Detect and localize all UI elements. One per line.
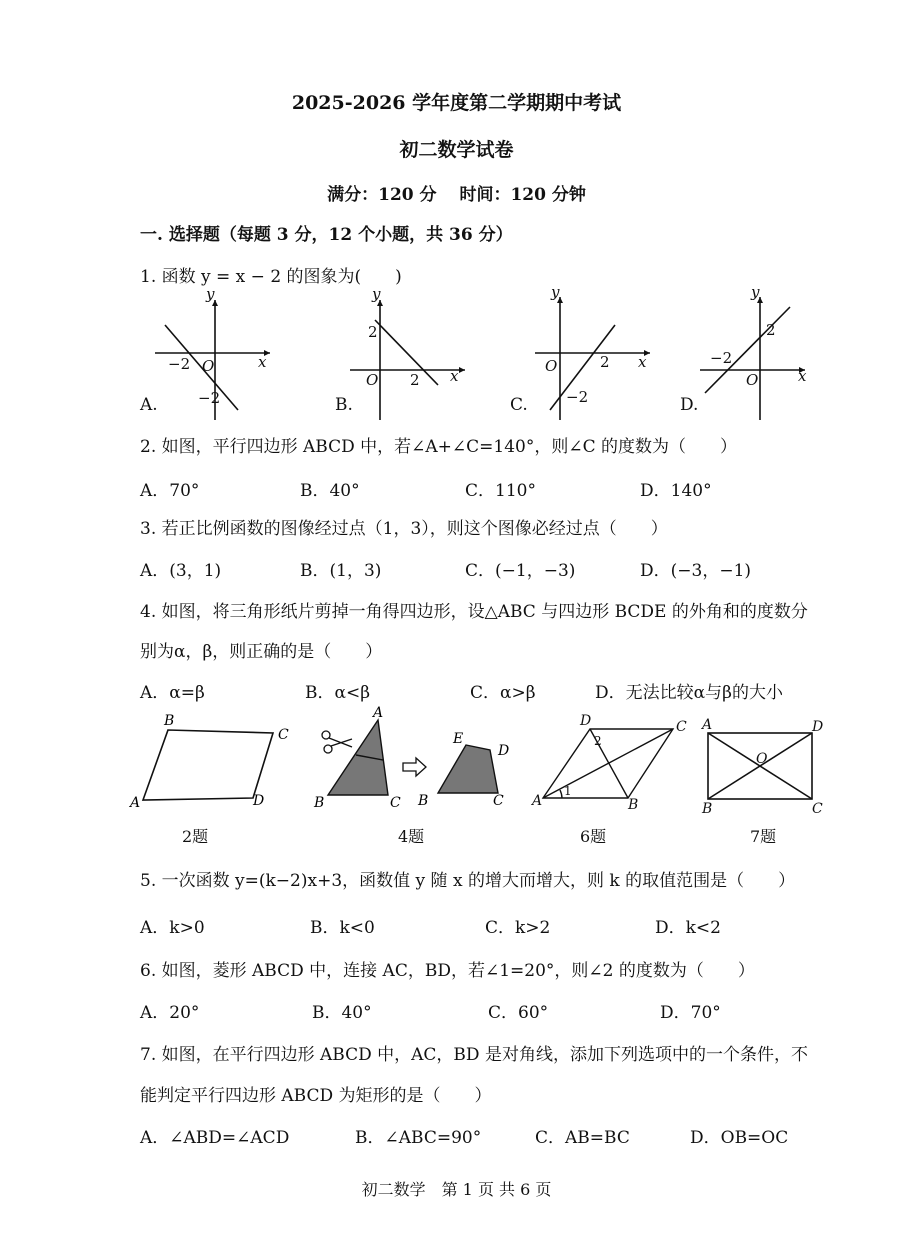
- figures-row: [128, 705, 828, 820]
- q4-option-d: D．无法比较α与β的大小: [595, 683, 783, 703]
- svg-text:2: 2: [766, 321, 776, 339]
- svg-text:O: O: [746, 371, 759, 389]
- q1-label-b: B.: [335, 395, 353, 415]
- q7-stem-line2: 能判定平行四边形 ABCD 为矩形的是（ ）: [140, 1086, 492, 1106]
- svg-text:2: 2: [410, 371, 420, 389]
- figure-q6-rhombus: [543, 729, 673, 798]
- figure-q2-parallelogram: [128, 713, 289, 811]
- svg-text:A: A: [702, 717, 713, 733]
- svg-text:D: D: [812, 719, 824, 735]
- svg-text:A: A: [532, 793, 543, 809]
- svg-text:B: B: [418, 793, 429, 809]
- q1-label-a: A.: [140, 395, 158, 415]
- caption-q7: 7题: [750, 827, 777, 846]
- svg-text:B: B: [164, 713, 175, 729]
- q2-option-b: B．40°: [300, 481, 360, 501]
- svg-text:B: B: [314, 795, 325, 811]
- q1-label-d: D.: [680, 395, 699, 415]
- q6-option-b: B．40°: [312, 1003, 372, 1023]
- svg-text:−2: −2: [566, 388, 589, 406]
- q7-stem-line1: 7. 如图，在平行四边形 ABCD 中，AC，BD 是对角线，添加下列选项中的一个条件，不: [140, 1045, 808, 1065]
- q3-option-b: B．(1，3): [300, 561, 382, 581]
- q5-option-c: C．k>2: [485, 918, 551, 938]
- svg-text:2: 2: [600, 353, 610, 371]
- svg-text:1: 1: [564, 784, 572, 798]
- svg-text:y: y: [551, 285, 560, 301]
- q6-option-d: D．70°: [660, 1003, 721, 1023]
- q2-option-a: A．70°: [140, 481, 200, 501]
- q2-option-c: C．110°: [465, 481, 536, 501]
- exam-meta: 满分：120 分 时间：120 分钟: [327, 185, 586, 205]
- q3-stem: 3. 若正比例函数的图像经过点（1，3），则这个图像必经过点（ ）: [140, 519, 668, 539]
- q4-stem-line2: 别为α，β，则正确的是（ ）: [140, 642, 383, 662]
- svg-text:−2: −2: [198, 389, 221, 407]
- caption-q6: 6题: [580, 827, 607, 846]
- q7-option-a: A．∠ABD=∠ACD: [140, 1128, 290, 1148]
- svg-text:A: A: [130, 795, 141, 811]
- q1-stem: 1. 函数 y = x − 2 的图象为( ): [140, 267, 402, 287]
- svg-text:C: C: [812, 801, 823, 817]
- svg-text:x: x: [638, 353, 647, 371]
- page-footer: 初二数学 第 1 页 共 6 页: [361, 1180, 552, 1199]
- q4-option-c: C．α>β: [470, 683, 536, 703]
- q7-option-c: C．AB=BC: [535, 1128, 630, 1148]
- svg-text:D: D: [498, 743, 510, 759]
- section-heading: 一. 选择题（每题 3 分，12 个小题，共 36 分）: [140, 225, 513, 245]
- svg-text:O: O: [756, 751, 768, 767]
- svg-text:O: O: [202, 357, 215, 375]
- q6-option-c: C．60°: [488, 1003, 549, 1023]
- q5-stem: 5. 一次函数 y=(k−2)x+3，函数值 y 随 x 的增大而增大，则 k 的取值范围是（ ）: [140, 871, 796, 891]
- q6-stem: 6. 如图，菱形 ABCD 中，连接 AC，BD，若∠1=20°，则∠2 的度数为（ ）: [140, 961, 755, 981]
- svg-text:O: O: [545, 357, 558, 375]
- q4-option-b: B．α<β: [305, 683, 371, 703]
- q7-option-b: B．∠ABC=90°: [355, 1128, 482, 1148]
- svg-text:x: x: [450, 367, 459, 385]
- svg-text:A: A: [373, 705, 384, 721]
- exam-title: 2025-2026 学年度第二学期期中考试: [291, 92, 622, 114]
- q5-option-d: D．k<2: [655, 918, 721, 938]
- svg-text:O: O: [366, 371, 379, 389]
- svg-text:x: x: [258, 353, 267, 371]
- svg-text:y: y: [372, 285, 381, 303]
- q4-stem-line1: 4. 如图，将三角形纸片剪掉一角得四边形，设△ABC 与四边形 BCDE 的外角和的度数分: [140, 602, 808, 622]
- svg-text:D: D: [580, 713, 592, 729]
- q2-option-d: D．140°: [640, 481, 712, 501]
- q4-option-a: A．α=β: [140, 683, 205, 703]
- q1-label-c: C.: [510, 395, 528, 415]
- svg-text:C: C: [278, 727, 289, 743]
- q2-stem: 2. 如图，平行四边形 ABCD 中，若∠A+∠C=140°，则∠C 的度数为（ ）: [140, 437, 738, 457]
- q3-option-a: A．(3，1): [140, 561, 222, 581]
- q5-option-a: A．k>0: [140, 918, 205, 938]
- q7-option-d: D．OB=OC: [690, 1128, 789, 1148]
- exam-subtitle: 初二数学试卷: [399, 139, 514, 161]
- svg-text:C: C: [493, 793, 504, 809]
- q5-option-b: B．k<0: [310, 918, 375, 938]
- svg-text:2: 2: [368, 323, 378, 341]
- svg-text:B: B: [702, 801, 713, 817]
- svg-text:−2: −2: [710, 349, 733, 367]
- svg-text:B: B: [628, 797, 639, 813]
- svg-text:x: x: [798, 367, 807, 385]
- q1-graphs: [130, 285, 830, 425]
- q3-option-d: D．(−3，−1): [640, 561, 752, 581]
- caption-q4: 4题: [398, 827, 425, 846]
- caption-q2: 2题: [182, 827, 209, 846]
- svg-text:2: 2: [594, 734, 602, 748]
- q3-option-c: C．(−1，−3): [465, 561, 576, 581]
- svg-text:D: D: [253, 793, 265, 809]
- svg-text:y: y: [751, 285, 760, 301]
- svg-text:E: E: [453, 731, 464, 747]
- svg-text:C: C: [676, 719, 687, 735]
- svg-text:C: C: [390, 795, 401, 811]
- q6-option-a: A．20°: [140, 1003, 200, 1023]
- svg-text:y: y: [206, 285, 215, 303]
- svg-text:−2: −2: [168, 355, 191, 373]
- figure-q4-triangle: [313, 705, 509, 811]
